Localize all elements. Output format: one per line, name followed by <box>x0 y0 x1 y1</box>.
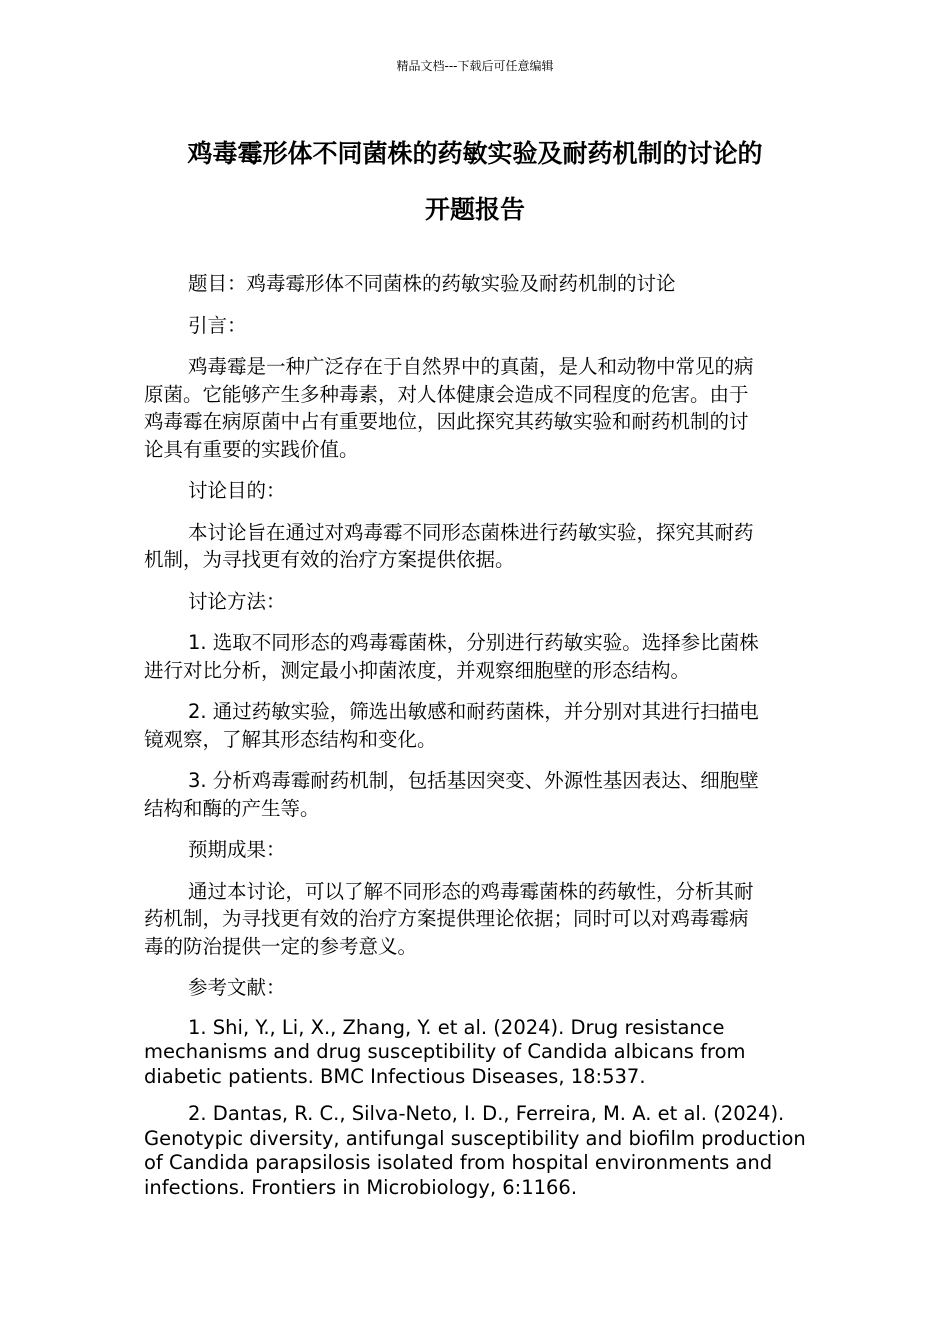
document-body <box>144 270 808 1213</box>
document-title-line-2: 开题报告 <box>424 195 525 224</box>
purpose-heading: 讨论目的： <box>188 479 286 502</box>
results-paragraph: 通过本讨论，可以了解不同形态的鸡毒霉菌株的药敏性，分析其耐 药机制，为寻找更有效的治疗方案提供理论依据；同时可以对鸡毒霉病 毒的防治提供一定的参考意义。 <box>144 879 754 958</box>
intro-paragraph: 鸡毒霉是一种广泛存在于自然界中的真菌，是人和动物中常见的病 原菌。它能够产生多种毒素，对人体健康会造成不同程度的危害。由于 鸡毒霉在病原菌中占有重要地位，因此探究其药敏实验和耐药机制的讨 论具有重要的实践价值。 <box>144 355 754 461</box>
methods-heading: 讨论方法： <box>188 589 286 613</box>
purpose-paragraph: 本讨论旨在通过对鸡毒霉不同形态菌株进行药敏实验，探究其耐药 机制，为寻找更有效的治疗方案提供依据。 <box>144 520 754 571</box>
method-item-2: 2. 通过药敏实验，筛选出敏感和耐药菌株，并分别对其进行扫描电 镜观察，了解其形态结构和变化。 <box>144 700 759 751</box>
references-heading: 参考文献： <box>188 976 286 999</box>
reference-item-2: 2. Dantas, R. C., Silva-Neto, I. D., Ferreira, M. A. et al. (2024). Genotypic diversity, antifungal susceptibility and biofilm production of Candida parapsilosis isolated from hospital environments and infections. Frontiers in Microbiology, 6:1166. <box>144 1102 806 1199</box>
method-item-1: 1. 选取不同形态的鸡毒霉菌株，分别进行药敏实验。选择参比菌株 进行对比分析，测定最小抑菌浓度，并观察细胞壁的形态结构。 <box>144 631 759 682</box>
document-title-line-1: 鸡毒霉形体不同菌株的药敏实验及耐药机制的讨论的 <box>187 139 763 168</box>
reference-item-1: 1. Shi, Y., Li, X., Zhang, Y. et al. (2024). Drug resistance mechanisms and drug susceptibility of Candida albicans from diabetic patients. BMC Infectious Diseases, 18:537. <box>144 1015 746 1088</box>
results-heading: 预期成果： <box>188 838 286 861</box>
method-item-3: 3. 分析鸡毒霉耐药机制，包括基因突变、外源性基因表达、细胞壁 结构和酶的产生等。 <box>144 769 759 820</box>
intro-heading: 引言： <box>188 313 247 337</box>
page-header-note: 精品文档---下载后可任意编辑 <box>396 59 554 73</box>
topic-line: 题目：鸡毒霉形体不同菌株的药敏实验及耐药机制的讨论 <box>188 272 676 295</box>
